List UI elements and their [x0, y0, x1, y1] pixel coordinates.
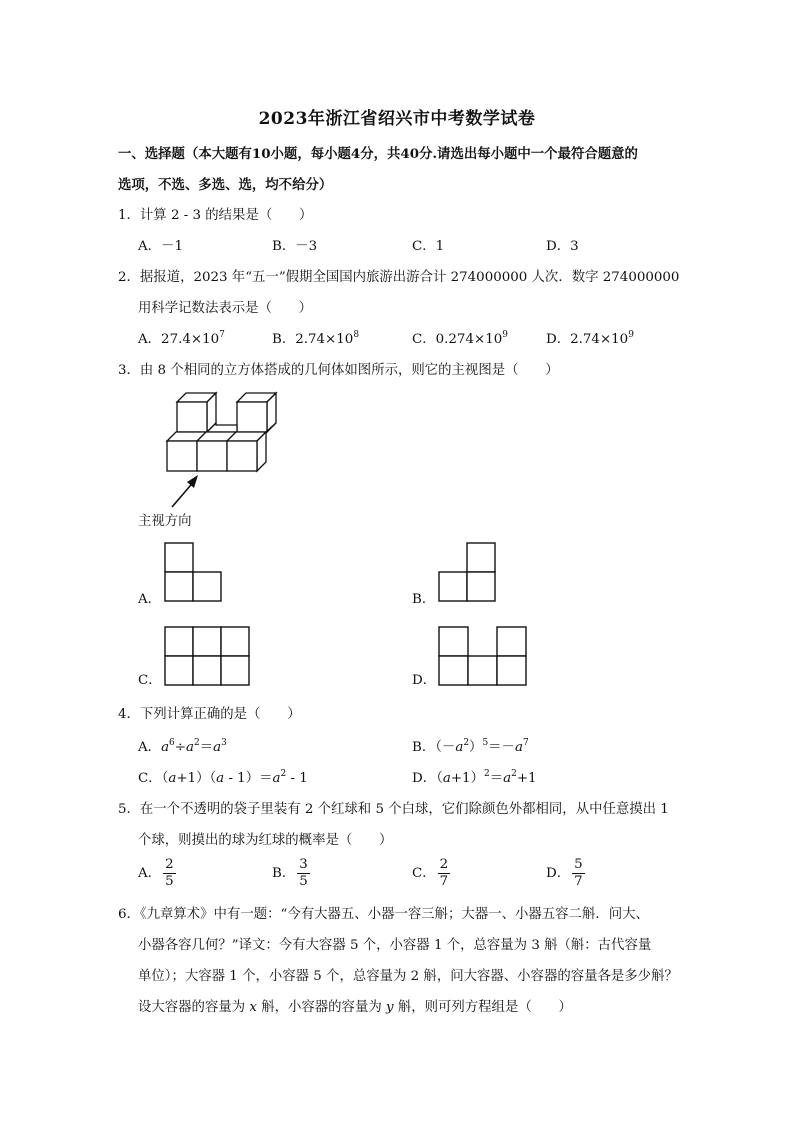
question-3-label-b: B．: [412, 592, 436, 607]
question-5-stem-line1: 5．在一个不透明的袋子里装有 2 个红球和 5 个白球，它们除颜色外都相同，从中任意摸出 1: [118, 802, 669, 817]
question-3-figure-d: [438, 626, 530, 688]
question-5-option-c: C． $\frac{2}{7}$: [412, 857, 449, 889]
page-title: 2023年浙江省绍兴市中考数学试卷: [258, 109, 536, 129]
question-3-label-a: A．: [138, 592, 162, 607]
question-3-figure-b: [438, 542, 498, 604]
question-4-option-c: C．$(a+1)(a - 1)=a^2 - 1$: [138, 769, 308, 786]
question-5-option-a: A． $\frac{2}{5}$: [138, 857, 174, 889]
question-2-stem-line2: 用科学记数法表示是（ ）: [138, 301, 313, 316]
question-6-line4: 设大容器的容量为 x 斛，小容器的容量为 y 斛，则可列方程组是（ ）: [138, 1000, 572, 1015]
question-5-stem-line2: 个球，则摸出的球为红球的概率是（ ）: [138, 833, 393, 848]
question-2-option-a: A．$27.4\times 10^7$: [138, 330, 225, 347]
question-1-stem: 1．计算 2 - 3 的结果是（ ）: [118, 208, 313, 223]
question-3-label-c: C．: [138, 673, 162, 688]
question-1-option-d: D．3: [546, 239, 579, 254]
question-3-figure-c: [164, 626, 254, 688]
question-5-option-d: D． $\frac{5}{7}$: [546, 857, 583, 889]
section-heading-line1: 一、选择题（本大题有10小题，每小题4分，共40分.请选出每小题中一个最符合题意的: [118, 146, 638, 162]
question-2-stem-line1: 2．据报道，2023 年“五一”假期全国国内旅游出游合计 274000000 人次．数字 274000000: [118, 270, 680, 285]
question-2-option-c: C．$0.274\times 10^9$: [412, 330, 508, 347]
question-4-option-a: A．$a^6\div a^2=a^3$: [138, 738, 227, 755]
question-6-line3: 单位）；大容器 1 个，小容器 5 个，总容量为 2 斛，问大容器、小容器的容量各是多少斛？: [138, 969, 678, 984]
question-4-option-b: B．$(-a^2)^5=-a^7$: [412, 738, 529, 755]
question-2-option-b: B．$2.74\times 10^8$: [272, 330, 360, 347]
cube-stack-figure: [160, 385, 290, 515]
question-3-figure-a: [164, 542, 224, 604]
section-heading-line2: 选项，不选、多选、选，均不给分）: [118, 177, 333, 193]
question-6-line1: 6．《九章算术》中有一题：“今有大器五、小器一容三斛；大器一、小器五容二斛．问大、: [118, 907, 649, 922]
view-direction-label: 主视方向: [138, 514, 192, 529]
question-3-label-d: D．: [412, 673, 437, 688]
question-2-option-d: D．$2.74\times 10^9$: [546, 330, 634, 347]
question-6-line2: 小器各容几何？”译文：今有大容器 5 个，小容器 1 个，总容量为 3 斛（斛：古代容量: [138, 938, 652, 953]
question-1-option-a: A．－1: [138, 239, 183, 254]
question-1-option-c: C．1: [412, 239, 445, 254]
question-1-option-b: B．－3: [272, 239, 318, 254]
question-4-stem: 4．下列计算正确的是（ ）: [118, 707, 301, 722]
question-5-option-b: B． $\frac{3}{5}$: [272, 857, 308, 889]
question-3-stem: 3．由 8 个相同的立方体搭成的几何体如图所示，则它的主视图是（ ）: [118, 363, 559, 378]
question-4-option-d: D．$(a+1)^2=a^2+1$: [412, 769, 537, 786]
